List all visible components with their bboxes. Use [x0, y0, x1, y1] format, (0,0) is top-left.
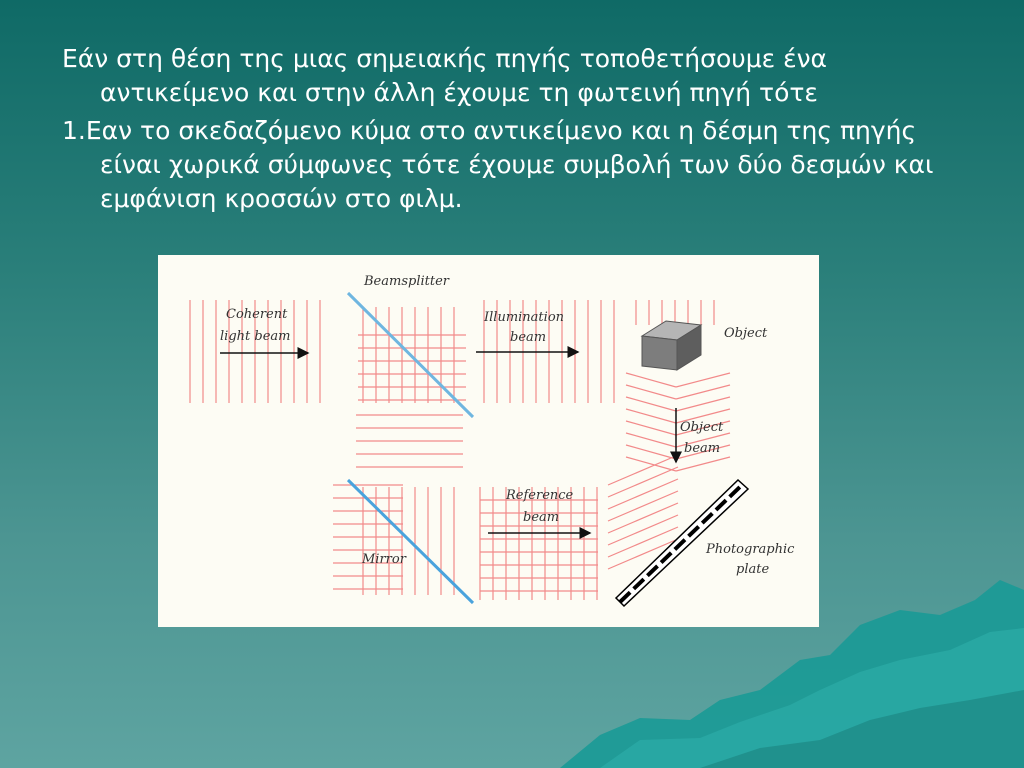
paragraph-point-1: 1.Εαν το σκεδαζόμενο κύμα στο αντικείμενο και η δέσμη της πηγής είναι χωρικά σύμφωνες τότε έχουμε συμβολή των δύο δεσμών και εμφάνιση κροσσών στο φιλμ.	[62, 116, 934, 213]
wavefront-object-beam	[676, 457, 730, 471]
label-mirror: Mirror	[362, 552, 406, 567]
wavefront-object-beam	[676, 373, 730, 387]
label-object-beam-1: Object	[680, 420, 724, 435]
wavefront-object-beam	[626, 409, 676, 423]
label-object-beam-2: beam	[684, 441, 721, 456]
label-reference-2: beam	[523, 510, 560, 525]
label-plate-1: Photographic	[706, 542, 795, 557]
label-reference-1: Reference	[506, 488, 574, 503]
label-illumination-2: beam	[510, 330, 547, 345]
label-plate-2: plate	[736, 562, 770, 577]
label-beamsplitter: Beamsplitter	[364, 274, 449, 289]
label-illumination-1: Illumination	[484, 310, 565, 325]
wavefront-object-beam	[626, 433, 676, 447]
wavefront-plate	[608, 491, 678, 521]
wavefront-object-beam	[676, 385, 730, 399]
label-coherent-2: light beam	[220, 329, 291, 344]
wavefront-object-beam	[676, 397, 730, 411]
wavefront-object-beam	[626, 397, 676, 411]
holography-diagram-svg	[158, 255, 819, 627]
wavefront-object-beam	[626, 445, 676, 459]
wavefront-plate	[608, 455, 678, 485]
holography-diagram	[158, 255, 819, 627]
wavefront-object-beam	[626, 385, 676, 399]
wavefront-object-beam	[626, 373, 676, 387]
paragraph-intro: Εάν στη θέση της μιας σημειακής πηγής τοποθετήσουμε ένα αντικείμενο και στην άλλη έχουμε τη φωτεινή πηγή τότε	[62, 44, 828, 107]
wavefront-plate	[608, 503, 678, 533]
label-coherent-1: Coherent	[226, 307, 288, 322]
wavefront-plate	[608, 479, 678, 509]
slide-text	[62, 42, 962, 220]
wavefront-plate	[608, 515, 678, 545]
wavefront-object-beam	[626, 421, 676, 435]
object-cube	[642, 321, 701, 370]
wavefront-plate	[608, 467, 678, 497]
label-object: Object	[724, 326, 768, 341]
